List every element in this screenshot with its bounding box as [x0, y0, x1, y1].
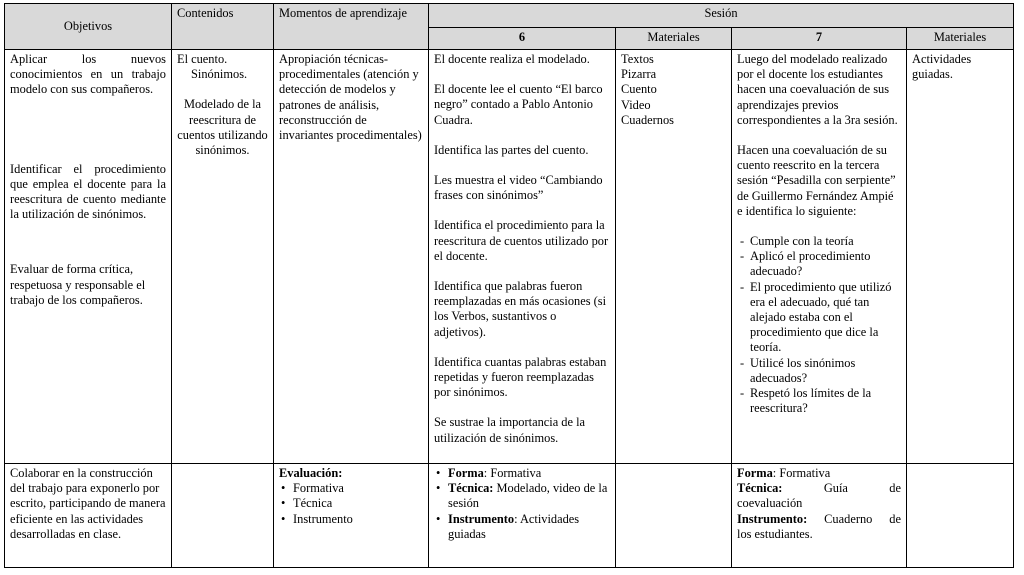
header-sesion: Sesión [429, 4, 1014, 28]
s7-check-item: - El procedimiento que utilizó era el adecuado, qué tan alejado estaba con el procedimiento que dice la teoría. [737, 280, 901, 356]
header-materiales-7: Materiales [907, 28, 1014, 50]
header-momentos: Momentos de aprendizaje [274, 4, 429, 50]
s7-forma-value: : Formativa [772, 466, 831, 480]
objetivo-3: Evaluar de forma crítica, respetuosa y responsable el trabajo de los compañeros. [10, 262, 146, 307]
header-sesion-6: 6 [429, 28, 616, 50]
s6-tecnica-value: Modelado, video de la sesión [448, 481, 608, 511]
s7-eval-tecnica [737, 481, 901, 496]
s7-eval-instrumento [737, 512, 901, 527]
s7-instrumento-value-b: de [889, 511, 901, 526]
header-objetivos: Objetivos [5, 4, 172, 50]
lesson-plan-table [4, 3, 1014, 568]
row1-objetivos [5, 50, 172, 464]
row2-sesion-6 [429, 464, 616, 568]
header-contenidos: Contenidos [172, 4, 274, 50]
s7-instrumento-value-c: los estudiantes. [737, 526, 813, 541]
s7-check-item: - Respetó los límites de la reescritura? [737, 386, 901, 416]
s7-checklist [737, 234, 901, 416]
s6-instrumento-label: Instrumento [448, 511, 515, 526]
s7-tecnica-value-c: coevaluación [737, 496, 803, 511]
s6-line-1: El docente realiza el modelado. [434, 52, 590, 66]
s7-instrumento-value-a: Cuaderno [824, 511, 873, 526]
s7-tecnica-value-b: de [889, 481, 901, 496]
s6-line-4: Les muestra el video “Cambiando frases con sinónimos” [434, 173, 603, 203]
header-sesion-7: 7 [732, 28, 907, 50]
row1-momentos: Apropiación técnicas-procedimentales (atención y detección de modelos y patrones de análisis, reconstrucción de invariantes procedimentales) [274, 50, 429, 464]
s6-instrumento-value: : Actividades guiadas [448, 511, 580, 541]
material-2: Pizarra [621, 67, 657, 82]
material-5: Cuadernos [621, 112, 674, 127]
row2-materiales-6 [616, 464, 732, 568]
s6-line-5: Identifica el procedimiento para la reescritura de cuentos utilizado por el docente. [434, 218, 609, 263]
material-1: Textos [621, 52, 654, 66]
s6-line-2: El docente lee el cuento “El barco negro” contado a Pablo Antonio Cuadra. [434, 82, 603, 127]
contenido-2: Sinónimos. [191, 67, 248, 82]
evaluacion-list [279, 481, 423, 527]
s6-forma-value: : Formativa [483, 466, 542, 480]
row1-materiales-6 [616, 50, 732, 464]
contenido-3: Modelado de la reescritura de cuentos utilizando sinónimos. [177, 97, 268, 158]
row2-objetivos: Colaborar en la construcción del trabajo para exponerlo por escrito, participando de manera eficiente en las actividades desarrolladas en clase. [5, 464, 172, 568]
s7-tecnica-label: Técnica: [737, 481, 783, 496]
s7-instrumento-label: Instrumento: [737, 511, 808, 526]
header-materiales-6: Materiales [616, 28, 732, 50]
contenido-1: El cuento. [177, 52, 228, 66]
evaluacion-item: • Técnica [279, 496, 423, 511]
s6-line-3: Identifica las partes del cuento. [434, 142, 589, 157]
row2-evaluacion [274, 464, 429, 568]
s6-eval-tecnica [434, 481, 610, 511]
row1-materiales-7: Actividades guiadas. [907, 50, 1014, 464]
evaluacion-item: • Formativa [279, 481, 423, 496]
material-4: Video [621, 97, 651, 112]
s7-eval-forma [737, 466, 901, 481]
s6-evaluation-list [434, 466, 610, 542]
s7-check-item: - Utilicé los sinónimos adecuados? [737, 356, 901, 386]
row2-contenidos [172, 464, 274, 568]
row1-sesion-6 [429, 50, 616, 464]
objetivo-2: Identificar el procedimiento que emplea el docente para la reescritura de cuento mediante la utilización de sinónimos. [10, 161, 166, 222]
row2-materiales-7 [907, 464, 1014, 568]
s6-eval-instrumento [434, 512, 610, 542]
row1-sesion-7 [732, 50, 907, 464]
s7-check-item: - Cumple con la teoría [737, 234, 901, 249]
s7-forma-label: Forma [737, 466, 773, 480]
s6-line-6: Identifica que palabras fueron reemplazadas en más ocasiones (si los Verbos, sustantivos o adjetivos). [434, 279, 607, 339]
row2-sesion-7 [732, 464, 907, 568]
material-3: Cuento [621, 82, 657, 97]
s7-paragraph-1: Luego del modelado realizado por el docente los estudiantes hacen una coevaluación de sus aprendizajes previos correspondientes a la 3ra sesión. [737, 52, 898, 127]
evaluacion-title: Evaluación: [279, 466, 343, 480]
objetivo-1: Aplicar los nuevos conocimientos en un trabajo modelo con sus compañeros. [10, 52, 166, 97]
row1-contenidos [172, 50, 274, 464]
s6-tecnica-label: Técnica: [448, 481, 494, 496]
s6-eval-forma [434, 466, 610, 481]
s6-forma-label: Forma [448, 466, 484, 480]
s6-line-8: Se sustrae la importancia de la utilización de sinónimos. [434, 415, 586, 445]
s7-tecnica-value-a: Guía [823, 481, 848, 496]
s6-line-7: Identifica cuantas palabras estaban repetidas y fueron reemplazadas por sinónimos. [434, 354, 607, 400]
s7-paragraph-2: Hacen una coevaluación de su cuento reescrito en la tercera sesión “Pesadilla con serpiente” de Guillermo Fernández Ampié e identifica lo siguiente: [737, 143, 896, 218]
evaluacion-item: • Instrumento [279, 512, 423, 527]
s7-check-item: - Aplicó el procedimiento adecuado? [737, 249, 901, 279]
